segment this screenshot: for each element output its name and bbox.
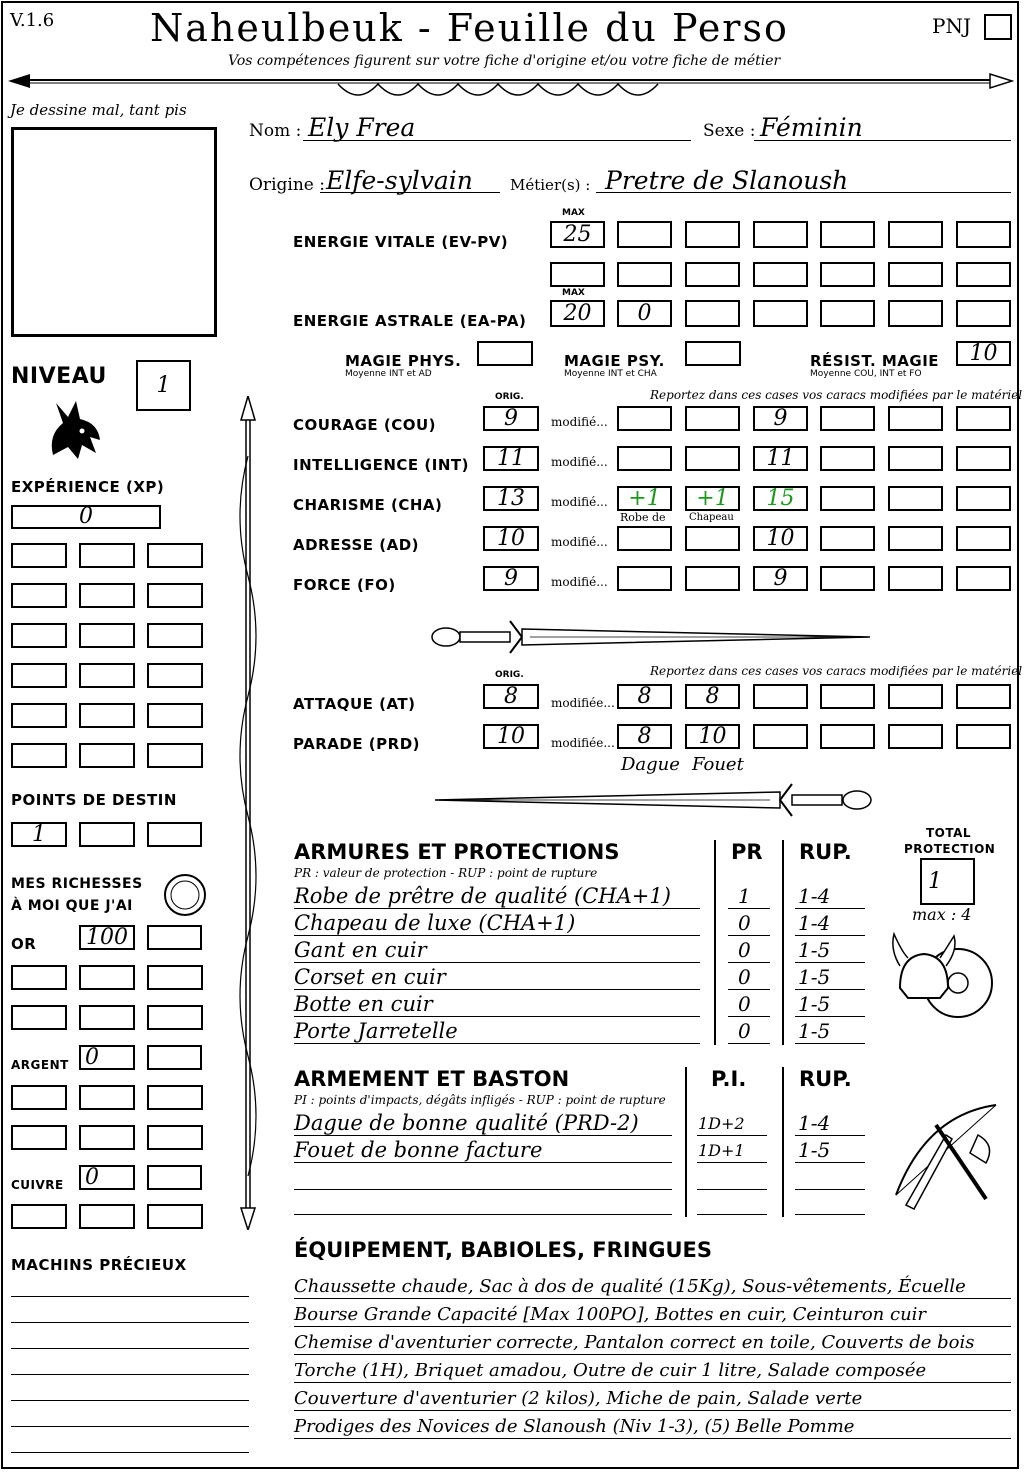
ea-box[interactable] (820, 300, 875, 327)
stat-orig-box[interactable]: 9 (483, 566, 539, 591)
argent-slot-box[interactable] (79, 1125, 135, 1150)
or-label: OR (11, 935, 37, 953)
stat-label: COURAGE (COU) (293, 416, 437, 434)
armor-row-line (294, 935, 700, 936)
equipment-line-text[interactable]: Chaussette chaude, Sac à dos de qualité (15Kg), Sous-vêtements, Écuelle (294, 1276, 966, 1297)
stats-orig-label: ORIG. (495, 392, 524, 402)
stat-mod-box[interactable] (617, 566, 672, 591)
stat-mod-box[interactable] (888, 406, 943, 431)
magie-phys-note: Moyenne INT et AD (345, 369, 432, 379)
armor-rup-line (795, 989, 865, 990)
argent-label: ARGENT (11, 1058, 69, 1072)
armor-item-pr[interactable]: 0 (738, 911, 751, 935)
cuivre-box[interactable]: 0 (79, 1165, 135, 1190)
equipment-title: ÉQUIPEMENT, BABIOLES, FRINGUES (294, 1238, 712, 1262)
ev-box[interactable] (617, 221, 672, 248)
version-label: V.1.6 (10, 10, 55, 31)
equipment-line-text[interactable]: Torche (1H), Briquet amadou, Outre de cuir 1 litre, Salade composée (294, 1360, 927, 1381)
weapons-col-rup: RUP. (799, 1067, 852, 1091)
combat-report-note: Reportez dans ces cases vos caracs modifiées par le matériel (650, 664, 1023, 678)
stat-modif-label: modifié... (551, 575, 608, 589)
argent-slot-box[interactable] (11, 1085, 67, 1110)
armor-col-divider-2 (782, 840, 784, 1045)
stat-mod-box[interactable] (617, 526, 672, 551)
or-slot-box[interactable] (79, 965, 135, 990)
magie-psy-label: MAGIE PSY. (564, 352, 665, 370)
cuivre-slot-box[interactable] (147, 1204, 203, 1229)
xp-slot-box[interactable] (79, 663, 135, 688)
or-box-2[interactable] (147, 925, 202, 950)
argent-slot-box[interactable] (147, 1085, 203, 1110)
nom-value[interactable]: Ely Frea (308, 113, 416, 142)
armor-row-line (294, 989, 700, 990)
stat-modif-label: modifié... (551, 455, 608, 469)
armor-rup-line (795, 1043, 865, 1044)
armor-item-rup[interactable]: 1-4 (798, 911, 831, 935)
armor-item-name[interactable]: Corset en cuir (294, 965, 446, 989)
ea-box[interactable] (753, 300, 808, 327)
weapon-row-line (294, 1162, 672, 1163)
coin-icon (162, 872, 208, 918)
richesses-label-1: MES RICHESSES (11, 876, 143, 892)
weapon-item-rup[interactable]: 1-4 (798, 1111, 831, 1135)
armor-item-pr[interactable]: 0 (738, 1019, 751, 1043)
armor-item-name[interactable]: Robe de prêtre de qualité (CHA+1) (294, 884, 671, 908)
weapon-item-name[interactable]: Dague de bonne qualité (PRD-2) (294, 1111, 639, 1135)
origine-label: Origine : (249, 175, 325, 195)
armor-item-pr[interactable]: 0 (738, 992, 751, 1016)
stat-mod-box[interactable] (820, 406, 875, 431)
stat-orig-box[interactable]: 9 (483, 406, 539, 431)
cha-note-robe: Robe de (620, 511, 666, 524)
sexe-label: Sexe : (703, 121, 756, 141)
weapon-item-rup[interactable]: 1-5 (798, 1138, 831, 1162)
ea-current-box[interactable]: 0 (617, 300, 672, 327)
combat-orig-box[interactable]: 10 (483, 724, 539, 749)
armor-pr-line (728, 1016, 770, 1017)
armor-rup-line (795, 962, 865, 963)
metier-underline (596, 192, 1011, 193)
magie-psy-box[interactable] (685, 341, 741, 366)
stat-modif-label: modifié... (551, 415, 608, 429)
weapon-row-line (294, 1214, 672, 1215)
total-protection-max: max : 4 (912, 905, 972, 924)
machins-precieux-label: MACHINS PRÉCIEUX (11, 1256, 187, 1274)
armor-rup-line (795, 1016, 865, 1017)
stat-mod-box[interactable]: +1 (685, 486, 740, 511)
armor-row-line (294, 1043, 700, 1044)
dragon-icon (38, 395, 108, 465)
ev-max-label: MAX (562, 208, 585, 218)
ev-box[interactable] (685, 221, 740, 248)
xp-slot-box[interactable] (11, 703, 67, 728)
metier-value[interactable]: Pretre de Slanoush (605, 166, 849, 195)
argent-slot-box[interactable] (79, 1085, 135, 1110)
weapons-crossed-icon (886, 1095, 1002, 1215)
weapon-rup-line (795, 1214, 865, 1215)
weapon-note-fouet: Fouet (692, 754, 744, 775)
combat-label: PARADE (PRD) (293, 735, 421, 753)
resist-magie-label: RÉSIST. MAGIE (810, 352, 940, 370)
stat-modif-label: modifié... (551, 535, 608, 549)
xp-slot-box[interactable] (147, 663, 203, 688)
xp-slot-box[interactable] (147, 623, 203, 648)
combat-mod-box[interactable] (888, 684, 943, 709)
equipment-line-text[interactable]: Chemise d'aventurier correcte, Pantalon correct en toile, Couverts de bois (294, 1332, 975, 1353)
weapon-item-pi[interactable]: 1D+1 (698, 1141, 745, 1160)
precious-line[interactable] (11, 1426, 249, 1427)
xp-label: EXPÉRIENCE (XP) (11, 478, 165, 496)
or-box[interactable]: 100 (79, 925, 135, 950)
combat-mod-box[interactable]: 8 (617, 684, 672, 709)
armor-pr-line (728, 1043, 770, 1044)
ea-max-label: MAX (562, 288, 585, 298)
combat-mod-box[interactable] (820, 684, 875, 709)
combat-orig-label: ORIG. (495, 670, 524, 680)
ev-box[interactable] (685, 262, 740, 287)
stat-mod-box[interactable] (956, 446, 1011, 471)
portrait-box[interactable] (11, 127, 217, 337)
stat-mod-box[interactable]: 15 (753, 486, 808, 511)
weapons-col-divider-1 (685, 1067, 687, 1217)
stat-mod-box[interactable]: 9 (753, 406, 808, 431)
weapons-col-divider-2 (782, 1067, 784, 1217)
equipment-line (294, 1382, 1011, 1383)
argent-box[interactable]: 0 (79, 1045, 135, 1070)
equipment-line (294, 1410, 1011, 1411)
ea-box[interactable] (685, 300, 740, 327)
or-slot-box[interactable] (147, 1005, 203, 1030)
stat-mod-box[interactable]: 9 (753, 566, 808, 591)
precious-line[interactable] (11, 1348, 249, 1349)
weapon-item-name[interactable]: Fouet de bonne facture (294, 1138, 543, 1162)
xp-slot-box[interactable] (11, 543, 67, 568)
xp-slot-box[interactable] (79, 543, 135, 568)
armor-title: ARMURES ET PROTECTIONS (294, 840, 620, 864)
stat-mod-box[interactable] (820, 526, 875, 551)
stat-mod-box[interactable]: 11 (753, 446, 808, 471)
weapon-rup-line (795, 1135, 865, 1136)
armor-item-name[interactable]: Gant en cuir (294, 938, 427, 962)
stat-orig-box[interactable]: 13 (483, 486, 539, 511)
xp-slot-box[interactable] (147, 703, 203, 728)
armor-item-pr[interactable]: 0 (738, 965, 751, 989)
stats-report-note: Reportez dans ces cases vos caracs modifiées par le matériel (650, 388, 1023, 402)
combat-mod-box[interactable] (820, 724, 875, 749)
sexe-underline (754, 140, 1011, 141)
argent-slot-box[interactable] (11, 1125, 67, 1150)
or-slot-box[interactable] (11, 965, 67, 990)
stat-mod-box[interactable]: +1 (617, 486, 672, 511)
weapon-pi-line (697, 1189, 767, 1190)
armor-item-name[interactable]: Chapeau de luxe (CHA+1) (294, 911, 576, 935)
armor-row-line (294, 908, 700, 909)
equipment-line (294, 1354, 1011, 1355)
combat-mod-box[interactable] (956, 724, 1011, 749)
ev-label: ENERGIE VITALE (EV-PV) (293, 233, 509, 251)
armor-pr-line (728, 962, 770, 963)
magie-phys-label: MAGIE PHYS. (345, 352, 462, 370)
combat-label: ATTAQUE (AT) (293, 695, 416, 713)
armor-col-rup: RUP. (799, 840, 852, 864)
equipment-line-text[interactable]: Bourse Grande Capacité [Max 100PO], Bottes en cuir, Ceinturon cuir (294, 1304, 927, 1325)
stat-mod-box[interactable] (685, 446, 740, 471)
xp-slot-box[interactable] (79, 703, 135, 728)
stat-mod-box[interactable] (685, 406, 740, 431)
destin-box-3[interactable] (147, 822, 202, 847)
armor-row-line (294, 962, 700, 963)
total-protection-label-1: TOTAL (926, 826, 972, 840)
xp-slot-box[interactable] (11, 743, 67, 768)
armor-item-name[interactable]: Botte en cuir (294, 992, 433, 1016)
precious-line[interactable] (11, 1322, 249, 1323)
stat-orig-box[interactable]: 11 (483, 446, 539, 471)
weapons-col-pi: P.I. (711, 1067, 747, 1091)
xp-slot-box[interactable] (11, 663, 67, 688)
stat-mod-box[interactable] (888, 566, 943, 591)
weapon-row-line (294, 1135, 672, 1136)
combat-mod-box[interactable]: 10 (685, 724, 740, 749)
armor-pr-line (728, 935, 770, 936)
equipment-line-text[interactable]: Prodiges des Novices de Slanoush (Niv 1-3), (5) Belle Pomme (294, 1416, 855, 1437)
magie-phys-box[interactable] (477, 341, 533, 366)
equipment-line (294, 1438, 1011, 1439)
weapon-rup-line (795, 1189, 865, 1190)
cuivre-slot-box[interactable] (147, 1165, 202, 1190)
cuivre-slot-box[interactable] (79, 1204, 135, 1229)
stat-orig-box[interactable]: 10 (483, 526, 539, 551)
cha-note-chapeau: Chapeau (689, 512, 734, 523)
stat-label: CHARISME (CHA) (293, 496, 443, 514)
equipment-line-text[interactable]: Couverture d'aventurier (2 kilos), Miche de pain, Salade verte (294, 1388, 863, 1409)
argent-slot-box[interactable] (147, 1125, 203, 1150)
weapons-title: ARMEMENT ET BASTON (294, 1067, 570, 1091)
page-title: Naheulbeuk - Feuille du Perso (150, 6, 789, 50)
equipment-line (294, 1326, 1011, 1327)
weapon-pi-line (697, 1135, 767, 1136)
armor-col-pr: PR (731, 840, 763, 864)
stat-mod-box[interactable] (956, 486, 1011, 511)
metier-label: Métier(s) : (510, 176, 591, 194)
total-protection-label-2: PROTECTION (904, 842, 996, 856)
precious-line[interactable] (11, 1296, 249, 1297)
total-protection-box[interactable]: 1 (920, 858, 975, 905)
destin-box-2[interactable] (79, 822, 135, 847)
ea-label: ENERGIE ASTRALE (EA-PA) (293, 312, 527, 330)
stat-mod-box[interactable] (888, 486, 943, 511)
helmet-shield-icon (888, 928, 998, 1028)
stat-mod-box[interactable] (956, 566, 1011, 591)
sword-icon-2 (430, 778, 875, 823)
armor-note: PR : valeur de protection - RUP : point de rupture (294, 866, 598, 880)
xp-slot-box[interactable] (79, 743, 135, 768)
stat-mod-box[interactable] (820, 566, 875, 591)
armor-item-pr[interactable]: 1 (738, 884, 751, 908)
page-subtitle: Vos compétences figurent sur votre fiche d'origine et/ou votre fiche de métier (228, 53, 781, 69)
armor-row-line (294, 1016, 700, 1017)
combat-modif-label: modifiée... (551, 696, 615, 710)
xp-slot-box[interactable] (79, 623, 135, 648)
ev-box[interactable] (753, 262, 808, 287)
resist-magie-box[interactable]: 10 (956, 341, 1011, 366)
armor-item-name[interactable]: Porte Jarretelle (294, 1019, 458, 1043)
xp-slot-box[interactable] (79, 583, 135, 608)
stat-mod-box[interactable] (956, 526, 1011, 551)
armor-item-rup[interactable]: 1-4 (798, 884, 831, 908)
precious-line[interactable] (11, 1400, 249, 1401)
xp-box[interactable]: 0 (11, 505, 161, 529)
xp-slot-box[interactable] (11, 623, 67, 648)
weapon-pi-line (697, 1162, 767, 1163)
nom-label: Nom : (249, 121, 302, 141)
stat-mod-box[interactable] (685, 566, 740, 591)
stat-mod-box[interactable] (888, 526, 943, 551)
xp-slot-box[interactable] (11, 583, 67, 608)
armor-rup-line (795, 935, 865, 936)
combat-mod-box[interactable] (956, 684, 1011, 709)
sexe-value[interactable]: Féminin (760, 113, 863, 142)
ev-box[interactable] (820, 262, 875, 287)
weapon-pi-line (697, 1214, 767, 1215)
ea-box[interactable] (956, 300, 1011, 327)
weapon-note-dague: Dague (621, 754, 680, 775)
or-slot-box[interactable] (147, 965, 203, 990)
combat-mod-box[interactable]: 8 (685, 684, 740, 709)
weapon-item-pi[interactable]: 1D+2 (698, 1114, 745, 1133)
combat-modif-label: modifiée... (551, 736, 615, 750)
stat-mod-box[interactable]: 10 (753, 526, 808, 551)
stat-label: FORCE (FO) (293, 576, 396, 594)
ev-max-box[interactable]: 25 (550, 221, 605, 248)
cuivre-label: CUIVRE (11, 1178, 64, 1192)
armor-item-rup[interactable]: 1-5 (798, 965, 831, 989)
ev-box[interactable] (753, 221, 808, 248)
equipment-line (294, 1298, 1011, 1299)
armor-item-rup[interactable]: 1-5 (798, 992, 831, 1016)
ev-box[interactable] (888, 262, 943, 287)
richesses-label-2: À MOI QUE J'AI (11, 898, 133, 914)
combat-orig-box[interactable]: 8 (483, 684, 539, 709)
stat-mod-box[interactable] (617, 446, 672, 471)
ea-box[interactable] (888, 300, 943, 327)
armor-pr-line (728, 989, 770, 990)
origine-value[interactable]: Elfe-sylvain (326, 166, 473, 195)
xp-slot-box[interactable] (147, 743, 203, 768)
destin-box-1[interactable]: 1 (11, 822, 67, 847)
armor-item-pr[interactable]: 0 (738, 938, 751, 962)
weapon-rup-line (795, 1162, 865, 1163)
combat-mod-box[interactable]: 8 (617, 724, 672, 749)
stat-mod-box[interactable] (617, 406, 672, 431)
ev-box[interactable] (550, 262, 605, 287)
origine-underline (320, 192, 500, 193)
or-slot-box[interactable] (11, 1005, 67, 1030)
xp-slot-box[interactable] (147, 543, 203, 568)
sword-icon (430, 615, 875, 660)
ev-box[interactable] (956, 262, 1011, 287)
ev-box[interactable] (820, 221, 875, 248)
destin-label: POINTS DE DESTIN (11, 791, 177, 809)
combat-mod-box[interactable] (888, 724, 943, 749)
combat-mod-box[interactable] (753, 724, 808, 749)
stat-modif-label: modifié... (551, 495, 608, 509)
xp-slot-box[interactable] (147, 583, 203, 608)
resist-magie-note: Moyenne COU, INT et FO (810, 369, 922, 379)
precious-line[interactable] (11, 1374, 249, 1375)
ev-box[interactable] (617, 262, 672, 287)
armor-item-rup[interactable]: 1-5 (798, 1019, 831, 1043)
armor-rup-line (795, 908, 865, 909)
stat-label: INTELLIGENCE (INT) (293, 456, 469, 474)
stat-mod-box[interactable] (956, 406, 1011, 431)
armor-item-rup[interactable]: 1-5 (798, 938, 831, 962)
stat-mod-box[interactable] (820, 446, 875, 471)
stat-mod-box[interactable] (888, 446, 943, 471)
precious-line[interactable] (11, 1452, 249, 1453)
vertical-spear-icon (226, 396, 270, 1230)
portrait-caption: Je dessine mal, tant pis (10, 101, 187, 119)
stat-mod-box[interactable] (820, 486, 875, 511)
nom-underline (303, 140, 691, 141)
or-slot-box[interactable] (79, 1005, 135, 1030)
ev-box[interactable] (956, 221, 1011, 248)
magie-psy-note: Moyenne INT et CHA (564, 369, 657, 379)
weapons-note: PI : points d'impacts, dégâts infligés - RUP : point de rupture (294, 1093, 666, 1107)
pnj-checkbox[interactable] (984, 14, 1012, 40)
cuivre-slot-box[interactable] (11, 1204, 67, 1229)
weapon-row-line (294, 1189, 672, 1190)
pnj-label: PNJ (932, 14, 971, 38)
armor-col-divider-1 (714, 840, 716, 1045)
argent-slot-box[interactable] (147, 1045, 202, 1070)
combat-mod-box[interactable] (753, 684, 808, 709)
stat-label: ADRESSE (AD) (293, 536, 420, 554)
armor-pr-line (728, 908, 770, 909)
stat-mod-box[interactable] (685, 526, 740, 551)
niveau-box[interactable]: 1 (136, 360, 191, 411)
ev-box[interactable] (888, 221, 943, 248)
niveau-label: NIVEAU (11, 364, 107, 389)
ea-max-box[interactable]: 20 (550, 300, 605, 327)
